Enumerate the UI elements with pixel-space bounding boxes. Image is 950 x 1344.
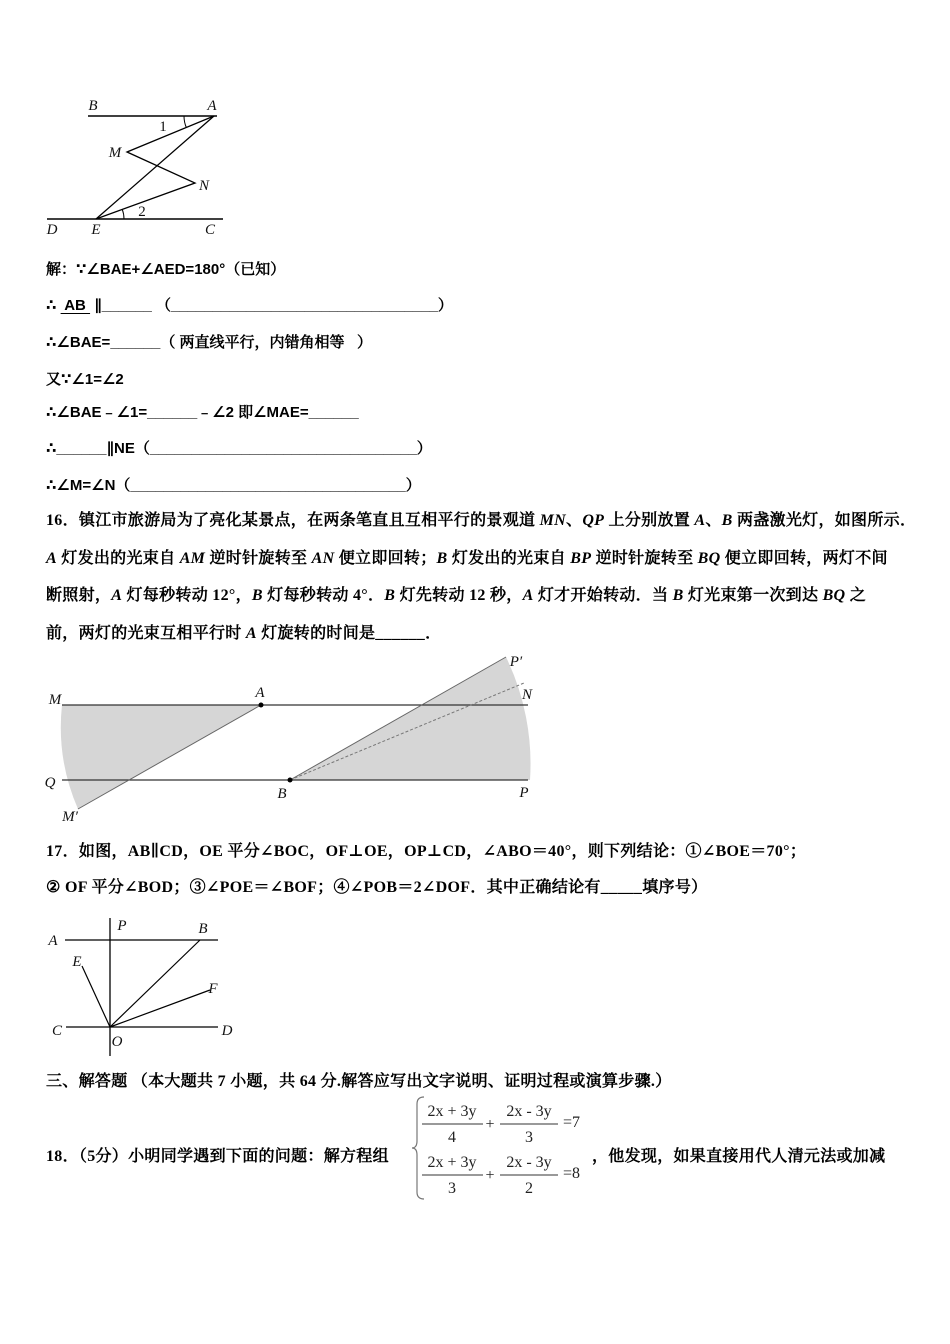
solution-line-2 (46, 295, 453, 317)
problem-16-line-3 (46, 585, 866, 607)
text-segment: 灯光束第一次到达 (683, 587, 823, 604)
label-d: D (221, 1023, 233, 1039)
angle-1-arc (184, 116, 186, 128)
sector-a-shaded (61, 705, 261, 809)
text-segment: 灯旋转的时间是______． (256, 625, 442, 642)
label-n: N (521, 687, 533, 703)
text-segment: 17．如图，AB∥CD，OE 平分∠BOC，OF⊥OE，OP⊥CD，∠ABO＝40°，则下列结论：①∠BOE＝70°； (46, 843, 807, 860)
math-variable: BP (570, 550, 592, 567)
underlined-answer: AB (60, 297, 91, 314)
text-segment: 上分别放置 (604, 512, 695, 529)
label-p: P (519, 785, 529, 801)
sector-b-shaded (290, 657, 531, 780)
math-variable: A (111, 587, 123, 604)
math-variable: B (721, 512, 733, 529)
label-a: A (255, 685, 265, 701)
math-variable: AM (179, 550, 206, 567)
math-variable: B (251, 587, 263, 604)
ray-ob (110, 940, 200, 1027)
text-segment: ∴ (46, 297, 61, 314)
solution-line-4 (46, 369, 124, 391)
figure-1-parallel-zigzag (40, 92, 240, 238)
problem-17-line-2 (46, 877, 707, 899)
label-m: M (48, 692, 62, 708)
solution-line-3 (46, 332, 372, 354)
label-b: B (277, 786, 287, 802)
figure-2-laser-lights (40, 648, 550, 828)
label-a: A (207, 98, 217, 114)
label-o: O (111, 1034, 123, 1050)
label-angle-2: 2 (138, 204, 146, 220)
math-variable: B (436, 550, 448, 567)
text-segment: 前，两灯的光束互相平行时 (46, 625, 246, 642)
text-segment: 又∵∠1=∠2 (46, 371, 124, 388)
label-n: N (198, 178, 210, 194)
text-segment: 之 (845, 587, 867, 604)
text-segment: ∴∠M=∠N（_________________________________） (46, 477, 421, 494)
label-a: A (48, 933, 58, 949)
eq2-rhs: =8 (563, 1165, 581, 1182)
text-segment: 解：∵∠BAE+∠AED=180°（已知） (46, 261, 286, 278)
text-segment: ，他发现，如果直接用代人清元法或加减 (592, 1148, 886, 1165)
text-segment: 便立即回转，两灯不间 (720, 550, 888, 567)
text-segment: 灯先转动 12 秒， (395, 587, 523, 604)
math-variable: BQ (822, 587, 846, 604)
problem-17-line-1 (46, 841, 806, 863)
math-variable: A (46, 550, 57, 567)
label-e: E (72, 954, 82, 970)
problem-16-line-2 (46, 548, 888, 570)
problem-18-intro (46, 1146, 389, 1168)
label-p-prime: P′ (509, 654, 523, 670)
label-m-prime: M′ (62, 809, 78, 825)
angle-2-arc (122, 209, 124, 219)
text-segment: 三、解答题 （本大题共 7 小题，共 64 分.解答应写出文字说明、证明过程或演算步骤.） (46, 1073, 672, 1090)
solution-line-7 (46, 475, 421, 497)
eq2-numerator-1: 2x + 3y (427, 1154, 477, 1171)
math-variable: MN (539, 512, 566, 529)
text-segment: 两盏激光灯，如图所示． (732, 512, 917, 529)
label-b: B (88, 98, 98, 114)
label-q: Q (44, 775, 56, 791)
math-variable: BQ (697, 550, 721, 567)
eq1-numerator-1: 2x + 3y (427, 1103, 477, 1120)
solution-line-1 (46, 259, 285, 281)
text-segment: 逆时针旋转至 (591, 550, 698, 567)
eq1-denominator-1: 4 (448, 1129, 456, 1146)
text-segment: 、 (566, 512, 583, 529)
text-segment: 灯每秒转动 4°． (262, 587, 385, 604)
label-p: P (117, 918, 127, 934)
label-m: M (108, 145, 122, 161)
text-segment: ∴______∥NE（________________________________） (46, 440, 432, 457)
text-segment: 灯发出的光束自 (447, 550, 571, 567)
figure-3-angle-bisector (45, 912, 240, 1062)
math-variable: B (384, 587, 396, 604)
point-a (259, 703, 264, 708)
math-variable: A (694, 512, 706, 529)
eq1-plus: + (485, 1116, 495, 1133)
label-e: E (91, 222, 101, 238)
text-segment: 、 (705, 512, 722, 529)
math-variable: A (245, 625, 257, 642)
eq2-plus: + (485, 1167, 495, 1184)
label-f: F (208, 981, 218, 997)
text-segment: 灯每秒转动 12°， (122, 587, 252, 604)
text-segment: ∥______ （________________________________） (90, 297, 453, 314)
eq2-denominator-1: 3 (448, 1180, 456, 1197)
math-variable: AN (311, 550, 335, 567)
label-b: B (198, 921, 208, 937)
label-d: D (46, 222, 58, 238)
text-segment: ∴∠BAE=______（ 两直线平行，内错角相等 ） (46, 334, 373, 351)
text-segment: 16．镇江市旅游局为了亮化某景点，在两条笔直且互相平行的景观道 (46, 512, 540, 529)
problem-18-tail (592, 1146, 885, 1168)
problem-16-line-4 (46, 623, 441, 645)
text-segment: ∴∠BAE﹣∠1=______﹣∠2 即∠MAE=______ (46, 404, 359, 421)
label-c: C (51, 1023, 63, 1039)
section-3-heading (46, 1071, 672, 1093)
equation-system (405, 1093, 600, 1203)
segment-ae (96, 116, 214, 219)
solution-line-5 (46, 402, 359, 424)
math-variable: QP (582, 512, 605, 529)
point-b (288, 778, 293, 783)
eq2-numerator-2: 2x - 3y (506, 1154, 552, 1171)
eq1-rhs: =7 (563, 1114, 581, 1131)
text-segment: 灯发出的光束自 (56, 550, 180, 567)
eq1-denominator-2: 3 (525, 1129, 533, 1146)
text-segment: ② OF 平分∠BOD；③∠POE＝∠BOF；④∠POB＝2∠DOF．其中正确结论有_____填序号） (46, 879, 708, 896)
ray-oe (82, 966, 110, 1027)
text-segment: 逆时针旋转至 (205, 550, 312, 567)
math-variable: A (522, 587, 534, 604)
text-segment: 18．（5分）小明同学遇到下面的问题：解方程组 (46, 1148, 389, 1165)
solution-line-6 (46, 438, 432, 460)
eq1-numerator-2: 2x - 3y (506, 1103, 552, 1120)
text-segment: 灯才开始转动．当 (533, 587, 673, 604)
math-variable: B (672, 587, 684, 604)
label-c: C (204, 222, 216, 238)
problem-16-line-1 (46, 510, 916, 532)
text-segment: 便立即回转； (334, 550, 437, 567)
label-angle-1: 1 (159, 119, 167, 135)
left-brace (412, 1097, 424, 1199)
eq2-denominator-2: 2 (525, 1180, 533, 1197)
text-segment: 断照射， (46, 587, 112, 604)
ray-of (110, 990, 210, 1027)
